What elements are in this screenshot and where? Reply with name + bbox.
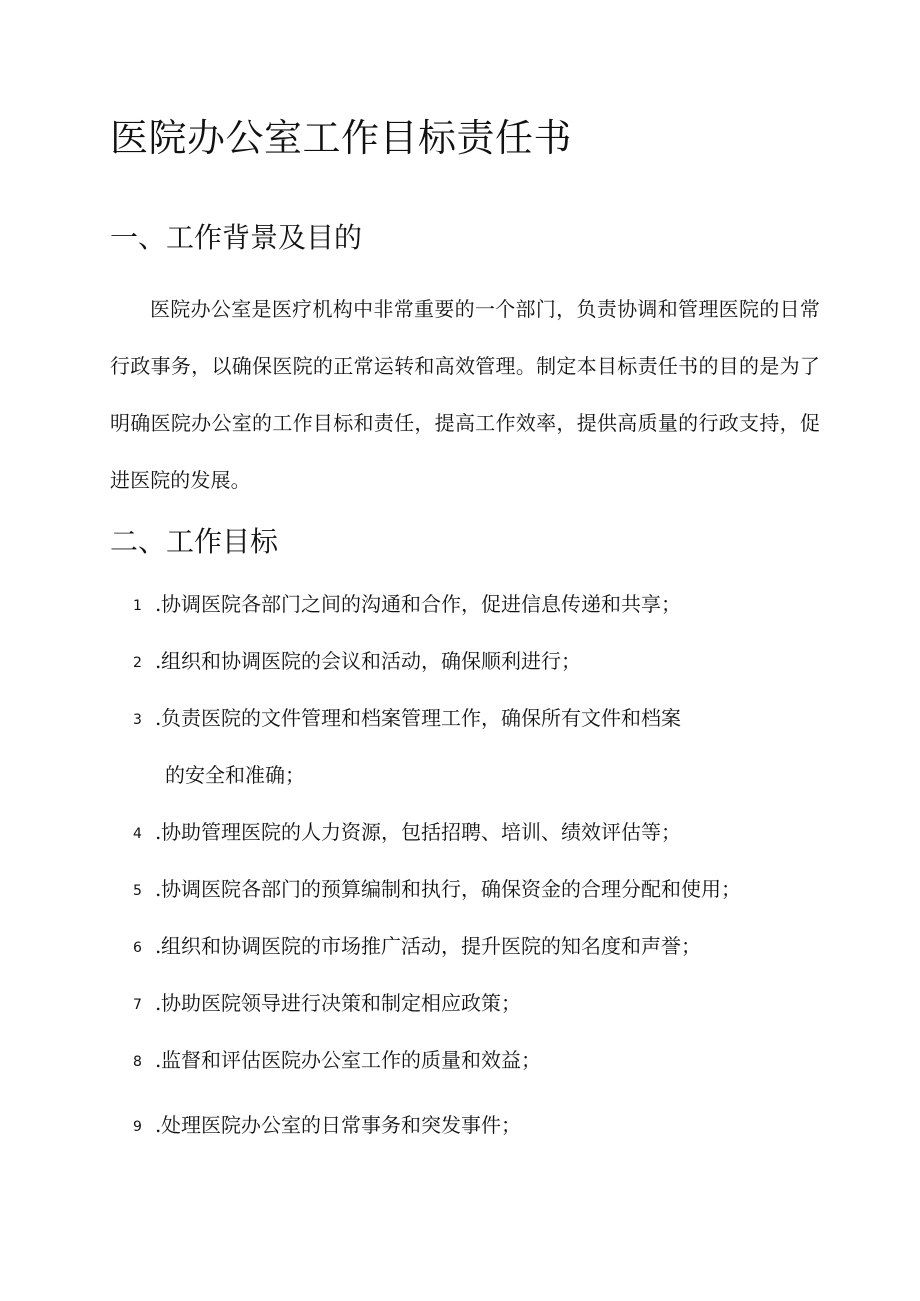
goal-text: 监督和评估医院办公室工作的质量和效益；: [161, 1048, 541, 1072]
goal-number: 8: [133, 1054, 142, 1070]
goal-number: 4: [133, 826, 142, 842]
section-heading-goals: 二、工作目标: [110, 525, 279, 558]
background-paragraph: 医院办公室是医疗机构中非常重要的一个部门，负责协调和管理医院的日常行政事务，以确保医院的正常运转和高效管理。制定本目标责任书的目的是为了明确医院办公室的工作目标和责任，提高工作效率，提供高质量的行政支持，促进医院的发展。: [110, 297, 820, 492]
goal-text: 协调医院各部门之间的沟通和合作，促进信息传递和共享；: [161, 592, 681, 616]
goal-dot: .: [155, 649, 162, 673]
goal-item-8: [133, 1040, 541, 1082]
goal-number: 1: [133, 598, 142, 614]
document-title: 医院办公室工作目标责任书: [110, 116, 573, 160]
goal-item-2: [133, 641, 581, 683]
goal-dot: .: [155, 934, 162, 958]
goal-number: 3: [133, 712, 142, 728]
goal-text: 负责医院的文件管理和档案管理工作，确保所有文件和档案: [161, 706, 681, 730]
goal-text: 组织和协调医院的会议和活动，确保顺利进行；: [161, 649, 581, 673]
goal-item-1: [133, 584, 681, 626]
goal-dot: .: [155, 820, 162, 844]
goal-item-3-continuation: 的安全和准确；: [165, 763, 305, 787]
goal-number: 5: [133, 883, 142, 899]
goal-dot: .: [155, 706, 162, 730]
goal-text: 协助医院领导进行决策和制定相应政策；: [161, 991, 521, 1015]
goal-dot: .: [155, 991, 162, 1015]
goal-dot: .: [155, 1113, 162, 1137]
goal-number: 2: [133, 655, 142, 671]
goal-item-3: [133, 698, 681, 740]
goal-dot: .: [155, 877, 162, 901]
goal-number: 7: [133, 997, 142, 1013]
goal-dot: .: [155, 1048, 162, 1072]
goal-text: 协助管理医院的人力资源，包括招聘、培训、绩效评估等；: [161, 820, 681, 844]
goal-dot: .: [155, 592, 162, 616]
goal-item-7: [133, 983, 521, 1025]
goal-text: 组织和协调医院的市场推广活动，提升医院的知名度和声誉；: [161, 934, 701, 958]
goal-text: 协调医院各部门的预算编制和执行，确保资金的合理分配和使用；: [161, 877, 741, 901]
goal-item-6: [133, 926, 701, 968]
goal-number: 9: [133, 1119, 142, 1135]
goal-item-9: [133, 1105, 521, 1147]
section-heading-background: 一、工作背景及目的: [110, 221, 363, 254]
goal-item-5: [133, 869, 741, 911]
goal-text: 处理医院办公室的日常事务和突发事件；: [161, 1113, 521, 1137]
goal-number: 6: [133, 940, 142, 956]
goal-item-4: [133, 812, 681, 854]
